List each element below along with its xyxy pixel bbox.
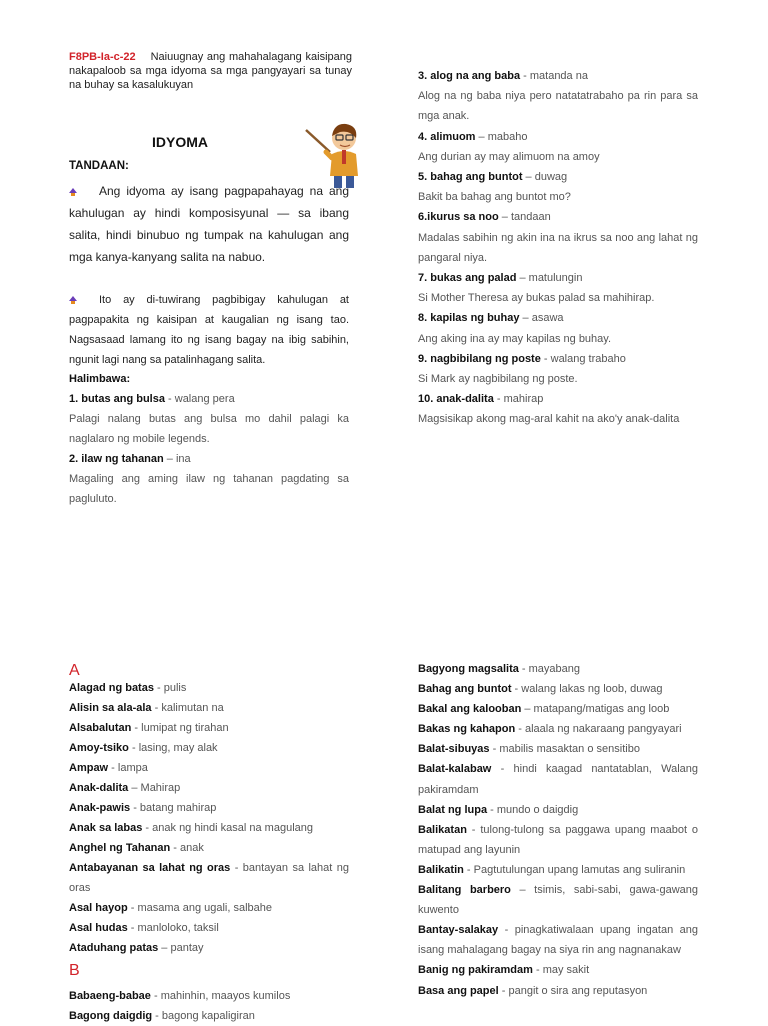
example-meaning: walang pera xyxy=(174,393,235,405)
example-term: 4. alimuom xyxy=(418,130,476,143)
example-sentence: Madalas sabihin ng akin ina na ikrus sa noo ang lahat ng pangaral niya. xyxy=(418,231,698,264)
bullet-icon xyxy=(69,296,77,304)
example-meaning: mahirap xyxy=(503,393,544,406)
example-sentence: Magaling ang aming ilaw ng tahanan pagdating sa pagluluto. xyxy=(69,473,349,505)
list-item: Babaeng-babae - mahinhin, maayos kumilos xyxy=(69,990,291,1002)
idiom-list-b xyxy=(69,986,349,1026)
example-term: 3. alog na ang baba xyxy=(418,70,521,82)
idiom-list-a xyxy=(69,678,349,958)
list-item: Banig ng pakiramdam - may sakit xyxy=(418,964,590,977)
page-title: IDYOMA xyxy=(152,134,208,150)
examples-left xyxy=(69,369,349,509)
list-item: Alisin sa ala-ala - kalimutan na xyxy=(69,702,224,714)
example-item: 10. anak-dalita - mahirap xyxy=(418,393,544,406)
list-item: Antabayanan sa lahat ng oras - bantayan sa lahat ng oras xyxy=(69,862,349,894)
example-sentence: Palagi nalang butas ang bulsa mo dahil palagi ka naglalaro ng mobile legends. xyxy=(69,413,349,445)
example-sentence: Alog na ng baba niya pero natatatrabaho pa rin para sa mga anak. xyxy=(418,90,698,123)
example-meaning: duwag xyxy=(534,171,568,184)
list-item: Balat ng lupa - mundo o daigdig xyxy=(418,803,579,816)
list-item: Alagad ng batas - pulis xyxy=(69,682,187,694)
example-term: 5. bahag ang buntot xyxy=(418,171,523,184)
list-item: Bantay-salakay - pinagkatiwalaan upang ingatan ang isang mahalagang bagay na siya rin ang nagnanakaw xyxy=(418,924,699,957)
learning-competency xyxy=(69,50,352,92)
example-sentence: Magsisikap akong mag-aral kahit na ako'y anak-dalita xyxy=(418,413,680,426)
example-meaning: walang trabaho xyxy=(550,352,626,365)
idiom-list-b-continued xyxy=(418,659,698,1001)
section-letter-a: A xyxy=(69,662,80,679)
section-letter-b: B xyxy=(69,962,80,979)
example-item: 3. alog na ang baba - matanda na xyxy=(418,70,588,82)
list-item: Bahag ang buntot - walang lakas ng loob, duwag xyxy=(418,683,663,696)
list-item: Ataduhang patas – pantay xyxy=(69,942,204,954)
example-item: 2. ilaw ng tahanan – ina xyxy=(69,453,191,465)
example-sentence: Si Mother Theresa ay bukas palad sa mahihirap. xyxy=(418,292,655,305)
list-item: Bagyong magsalita - mayabang xyxy=(418,663,581,675)
example-item: 4. alimuom – mabaho xyxy=(418,130,528,143)
list-item: Anak-dalita – Mahirap xyxy=(69,782,181,794)
example-meaning: mabaho xyxy=(487,130,528,143)
list-item: Bakal ang kalooban – matapang/matigas ang loob xyxy=(418,703,670,716)
example-term: 8. kapilas ng buhay xyxy=(418,312,520,325)
competency-text: Naiuugnay ang mahahalagang kaisipang nakapaloob sa mga idyoma sa mga pangyayari sa tunay na buhay sa kasalukuyan xyxy=(69,51,353,91)
list-item: Asal hudas - manloloko, taksil xyxy=(69,922,219,934)
list-item: Balitang barbero – tsimis, sabi-sabi, gawa-gawang kuwento xyxy=(418,884,698,917)
list-item: Balat-sibuyas - mabilis masaktan o sensitibo xyxy=(418,743,640,756)
definition-text: Ang idyoma ay isang pagpapahayag na ang kahulugan ay hindi komposisyunal — sa ibang salita, hindi binubuo ng tumpak na kahulugan ang mga kanya-kanyang salita na nabuo. xyxy=(69,184,349,264)
list-item: Anghel ng Tahanan - anak xyxy=(69,842,204,854)
list-item: Balat-kalabaw - hindi kaagad nantatablan, Walang pakiramdam xyxy=(418,763,698,796)
example-meaning: tandaan xyxy=(510,211,551,224)
examples-right xyxy=(418,66,698,430)
example-sentence: Ang durian ay may alimuom na amoy xyxy=(418,150,600,163)
example-term: 2. ilaw ng tahanan xyxy=(69,453,164,465)
definition-paragraph xyxy=(69,180,349,268)
list-item: Anak sa labas - anak ng hindi kasal na magulang xyxy=(69,822,313,834)
example-sentence: Si Mark ay nagbibilang ng poste. xyxy=(418,373,578,386)
list-item: Anak-pawis - batang mahirap xyxy=(69,802,217,814)
example-meaning: asawa xyxy=(531,312,564,325)
list-item: Balikatin - Pagtutulungan upang lamutas ang suliranin xyxy=(418,863,686,876)
list-item: Basa ang papel - pangit o sira ang reputasyon xyxy=(418,984,648,997)
example-item: 1. butas ang bulsa - walang pera xyxy=(69,393,235,405)
example-meaning: ina xyxy=(175,453,191,465)
list-item: Bakas ng kahapon - alaala ng nakaraang pangyayari xyxy=(418,723,682,736)
example-item: 7. bukas ang palad – matulungin xyxy=(418,272,583,285)
example-item: 5. bahag ang buntot – duwag xyxy=(418,171,568,184)
list-item: Amoy-tsiko - lasing, may alak xyxy=(69,742,218,754)
example-term: 7. bukas ang palad xyxy=(418,272,517,285)
list-item: Bagong daigdig - bagong kapaligiran xyxy=(69,1010,255,1022)
definition-paragraph-2 xyxy=(69,290,349,370)
list-item: Ampaw - lampa xyxy=(69,762,148,774)
example-meaning: matanda na xyxy=(529,70,588,82)
definition-text: Ito ay di-tuwirang pagbibigay kahulugan at pagpapakita ng kaisipan at kaugalian ng isang tao. Nagsasaad lamang ito ng isang bagay na ibig sabihin, ngunit lagi nang sa patalinhagang salita. xyxy=(69,294,349,366)
example-item: 8. kapilas ng buhay – asawa xyxy=(418,312,564,325)
example-term: 10. anak-dalita xyxy=(418,393,494,406)
example-term: 6.ikurus sa noo xyxy=(418,211,499,224)
bullet-icon xyxy=(69,188,77,196)
example-sentence: Ang aking ina ay may kapilas ng buhay. xyxy=(418,332,612,345)
competency-code: F8PB-Ia-c-22 xyxy=(69,51,136,63)
list-item: Asal hayop - masama ang ugali, salbahe xyxy=(69,902,272,914)
example-term: 1. butas ang bulsa xyxy=(69,393,165,405)
example-item: 9. nagbibilang ng poste - walang trabaho xyxy=(418,352,626,365)
example-sentence: Bakit ba bahag ang buntot mo? xyxy=(418,191,571,204)
list-item: Alsabalutan - lumipat ng tirahan xyxy=(69,722,229,734)
example-term: 9. nagbibilang ng poste xyxy=(418,352,541,365)
list-item: Balikatan - tulong-tulong sa paggawa upang maabot o matupad ang layunin xyxy=(418,823,698,856)
example-meaning: matulungin xyxy=(528,272,583,285)
tandaan-label: TANDAAN: xyxy=(69,160,129,172)
halimbawa-label: Halimbawa: xyxy=(69,373,131,385)
example-item: 6.ikurus sa noo – tandaan xyxy=(418,211,551,224)
